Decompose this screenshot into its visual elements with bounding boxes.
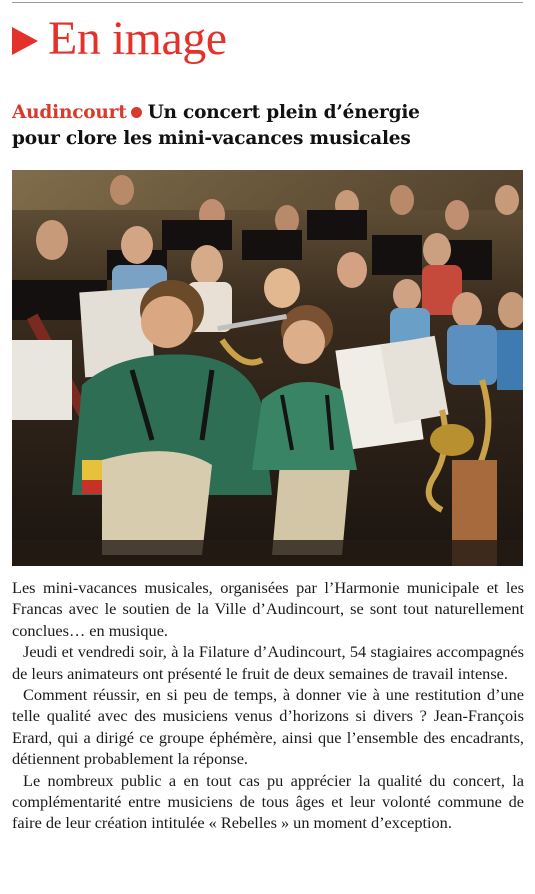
article-headline bbox=[12, 100, 527, 152]
section-header bbox=[12, 8, 227, 70]
play-triangle-icon bbox=[12, 27, 38, 55]
top-rule bbox=[12, 2, 523, 3]
bullet-dot-icon bbox=[131, 107, 142, 118]
paragraph-2: Jeudi et vendredi soir, à la Filature d’Audincourt, 54 stagiaires accompagnés de leurs animateurs ont présenté le fruit de deux semaines de travail intense. bbox=[12, 642, 524, 683]
headline-line-2: pour clore les mini-vacances musicales bbox=[12, 128, 411, 149]
paragraph-1: Les mini-vacances musicales, organisées par l’Harmonie municipale et les Francas avec le soutien de la Ville d’Audincourt, se sont tout naturellement conclues… en musique. bbox=[12, 578, 524, 640]
paragraph-4: Le nombreux public a en tout cas pu apprécier la qualité du concert, la complémentarité entre musiciens de tous âges et leur volonté commune de faire de leur création intitulée « Rebelles » un moment d’exception. bbox=[12, 770, 524, 833]
concert-photo bbox=[12, 170, 523, 566]
location-kicker: Audincourt bbox=[12, 102, 127, 123]
headline-line-1: Un concert plein d’énergie bbox=[147, 102, 420, 123]
concert-photo-illustration bbox=[12, 170, 523, 566]
section-title: En image bbox=[48, 12, 227, 65]
article-body bbox=[12, 577, 524, 834]
paragraph-3: Comment réussir, en si peu de temps, à donner vie à une restitution d’une telle qualité avec des musiciens venus d’horizons si divers ? Jean-François Erard, qui a dirigé ce groupe éphémère, ainsi que l’ensemble des encadrants, détiennent probablement la réponse. bbox=[12, 685, 524, 769]
